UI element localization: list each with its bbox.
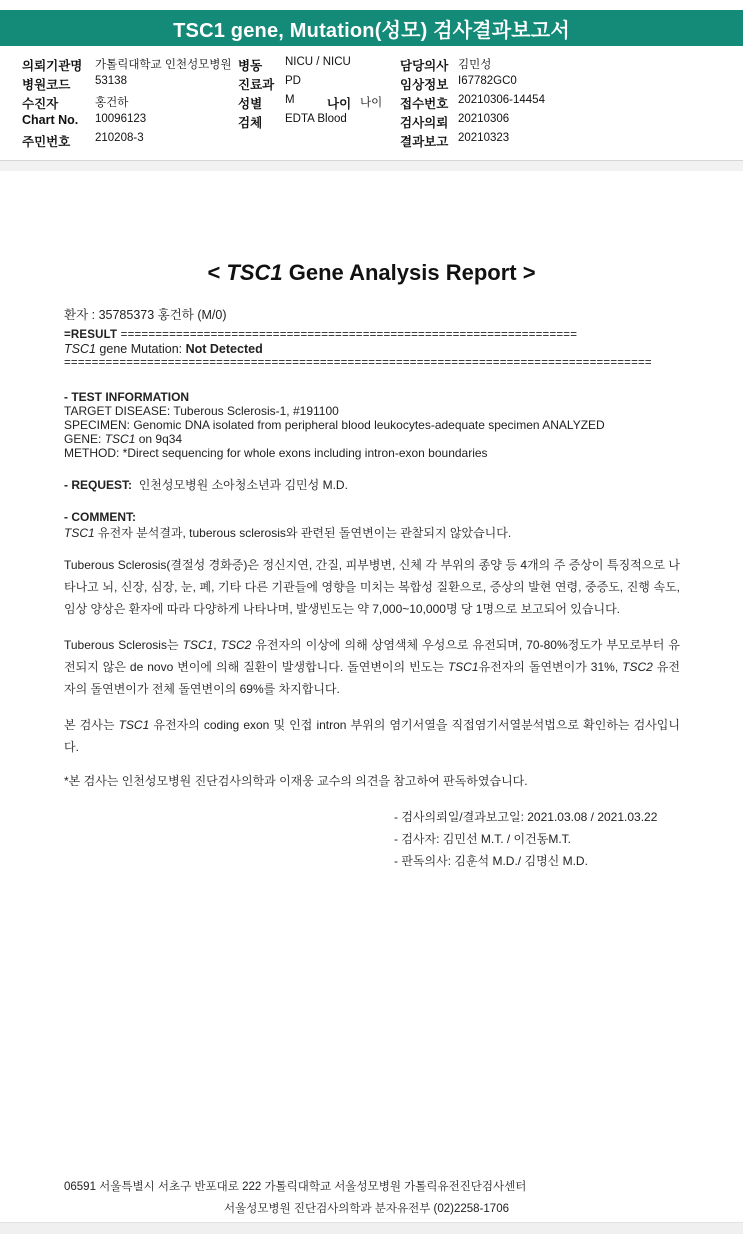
dates-line: - 검사의뢰일/결과보고일: 2021.03.08 / 2021.03.22 [394, 810, 658, 824]
info-label: 진료과 [238, 78, 275, 92]
info-value: 53138 [95, 75, 127, 87]
method: METHOD: *Direct sequencing for whole exons including intron-exon boundaries [64, 446, 488, 460]
info-label: 병동 [238, 59, 263, 73]
info-value: NICU / NICU [285, 56, 351, 68]
info-label: 결과보고 [400, 135, 449, 149]
info-value: 20210323 [458, 132, 510, 144]
p2-text: Tuberous Sclerosis는 [64, 638, 183, 652]
info-value: EDTA Blood [285, 113, 347, 125]
result-label: =RESULT [64, 329, 118, 341]
p2-gene: TSC2 [220, 638, 252, 652]
p2-text: 유전자의 돌연변이가 31%, [478, 660, 623, 674]
p2-gene: TSC2 [622, 660, 653, 674]
report-title-prefix: < [207, 260, 227, 285]
physicians-line: - 판독의사: 김훈석 M.D./ 김명신 M.D. [394, 854, 588, 868]
specimen: SPECIMEN: Genomic DNA isolated from peripheral blood leukocytes-adequate specimen ANALYZED [64, 418, 605, 432]
info-row [0, 56, 743, 75]
result-value: Not Detected [185, 342, 263, 356]
test-info-heading: - TEST INFORMATION [64, 390, 190, 404]
info-label: 나이 [327, 97, 352, 111]
result-rule-line [64, 328, 680, 342]
info-value: 210208-3 [95, 132, 144, 144]
info-row [0, 132, 743, 151]
result-line [64, 342, 680, 356]
info-label: 접수번호 [400, 97, 449, 111]
comment-gene: TSC1 [64, 526, 95, 540]
footer-address: 06591 서울특별시 서초구 반포대로 222 가톨릭대학교 서울성모병원 가톨릭유전진단검사센터 [64, 1181, 527, 1193]
info-label: Chart No. [22, 113, 79, 127]
report-body [64, 308, 680, 872]
info-label: 수진자 [22, 97, 59, 111]
request-label: - REQUEST: [64, 478, 133, 492]
technologists-line: - 검사자: 김민선 M.T. / 이건동M.T. [394, 832, 571, 846]
info-label: 검체 [238, 116, 263, 130]
report-header-title: TSC1 gene, Mutation(성모) 검사결과보고서 [0, 10, 743, 46]
result-rule: ================================================================== [117, 329, 578, 341]
target-disease: TARGET DISEASE: Tuberous Sclerosis-1, #191100 [64, 404, 339, 418]
info-value: M [285, 94, 295, 106]
p2-gene: TSC1 [447, 660, 479, 674]
section-divider [0, 160, 743, 171]
result-text: gene Mutation: [95, 342, 186, 356]
result-gene: TSC1 [64, 342, 96, 356]
request-value: 인천성모병원 소아청소년과 김민성 M.D. [138, 478, 348, 492]
description-paragraph-2 [64, 634, 680, 700]
description-paragraph-1: Tuberous Sclerosis(결절성 경화증)은 정신지연, 간질, 피부병변, 신체 각 부위의 종양 등 4개의 주 증상이 특징적으로 나타나고 뇌, 신장, 심장, 눈, 폐, 기타 다른 기관들에 영향을 미치는 복합성 질환으로, 증상의 발현 연령, 중증도, 진행 속도, 임상 양상은 환자에 따라 다양하게 나타나며, 발생빈도는 약 7,000~10,000명 당 1명으로 보고되어 있습니다. [64, 558, 680, 616]
info-label: 성별 [238, 97, 263, 111]
info-value: 김민성 [458, 59, 492, 71]
info-value: 나이 [360, 97, 383, 109]
info-value: 홍건하 [95, 97, 129, 109]
info-value: 10096123 [95, 113, 147, 125]
info-label: 검사의뢰 [400, 116, 449, 130]
comment-heading: - COMMENT: [64, 510, 136, 524]
signature-block [64, 806, 680, 872]
comment-line [64, 526, 680, 540]
p2-text: 유전자의 이상에 의해 상염색체 우성으로 유전되며, 70-80%정도가 부모로부터 유전되지 않은 de novo 변이에 의해 질환이 발생합니다. 돌연변이의 빈도는 [64, 638, 680, 674]
reference-note: *본 검사는 인천성모병원 진단검사의학과 이재웅 교수의 의견을 참고하여 판독하였습니다. [64, 774, 528, 788]
p2-text: 유전자의 돌연변이가 전체 돌연변이의 69%를 차지합니다. [64, 660, 680, 696]
comment-text: 유전자 분석결과, tuberous sclerosis와 관련된 돌연변이는 관찰되지 않았습니다. [94, 526, 512, 540]
p3-gene: TSC1 [118, 718, 150, 732]
report-title [0, 260, 743, 286]
gene-line [64, 432, 680, 446]
top-strip [0, 0, 743, 10]
info-row [0, 113, 743, 132]
info-value: I67782GC0 [458, 75, 517, 87]
info-label: 담당의사 [400, 59, 449, 73]
patient-line: 환자 : 35785373 홍건하 (M/0) [64, 308, 227, 322]
gene-name: TSC1 [104, 432, 136, 446]
description-paragraph-3 [64, 714, 680, 758]
footer-contact: 서울성모병원 진단검사의학과 분자유전부 (02)2258-1706 [224, 1203, 509, 1215]
gene-suffix: on 9q34 [135, 432, 183, 446]
info-label: 병원코드 [22, 78, 71, 92]
patient-info-block [0, 56, 743, 151]
rule-line: ===================================================================================== [64, 357, 652, 369]
info-value: 20210306-14454 [458, 94, 545, 106]
info-row [0, 75, 743, 94]
info-value: 가톨릭대학교 인천성모병원 [95, 59, 232, 71]
p2-text: , [213, 638, 221, 652]
request-line [64, 478, 680, 492]
footer [0, 1178, 743, 1216]
bottom-strip [0, 1222, 743, 1234]
report-title-suffix: Gene Analysis Report > [282, 260, 536, 285]
info-value: 20210306 [458, 113, 510, 125]
p3-text: 본 검사는 [64, 718, 119, 732]
p2-gene: TSC1 [182, 638, 214, 652]
report-title-gene: TSC1 [226, 260, 283, 285]
info-label: 의뢰기관명 [22, 59, 83, 73]
info-label: 임상정보 [400, 78, 449, 92]
p3-text: 유전자의 coding exon 및 인접 intron 부위의 염기서열을 직접염기서열분석법으로 확인하는 검사입니다. [64, 718, 680, 754]
info-value: PD [285, 75, 301, 87]
gene-prefix: GENE: [64, 432, 105, 446]
info-label: 주민번호 [22, 135, 71, 149]
info-row [0, 94, 743, 113]
